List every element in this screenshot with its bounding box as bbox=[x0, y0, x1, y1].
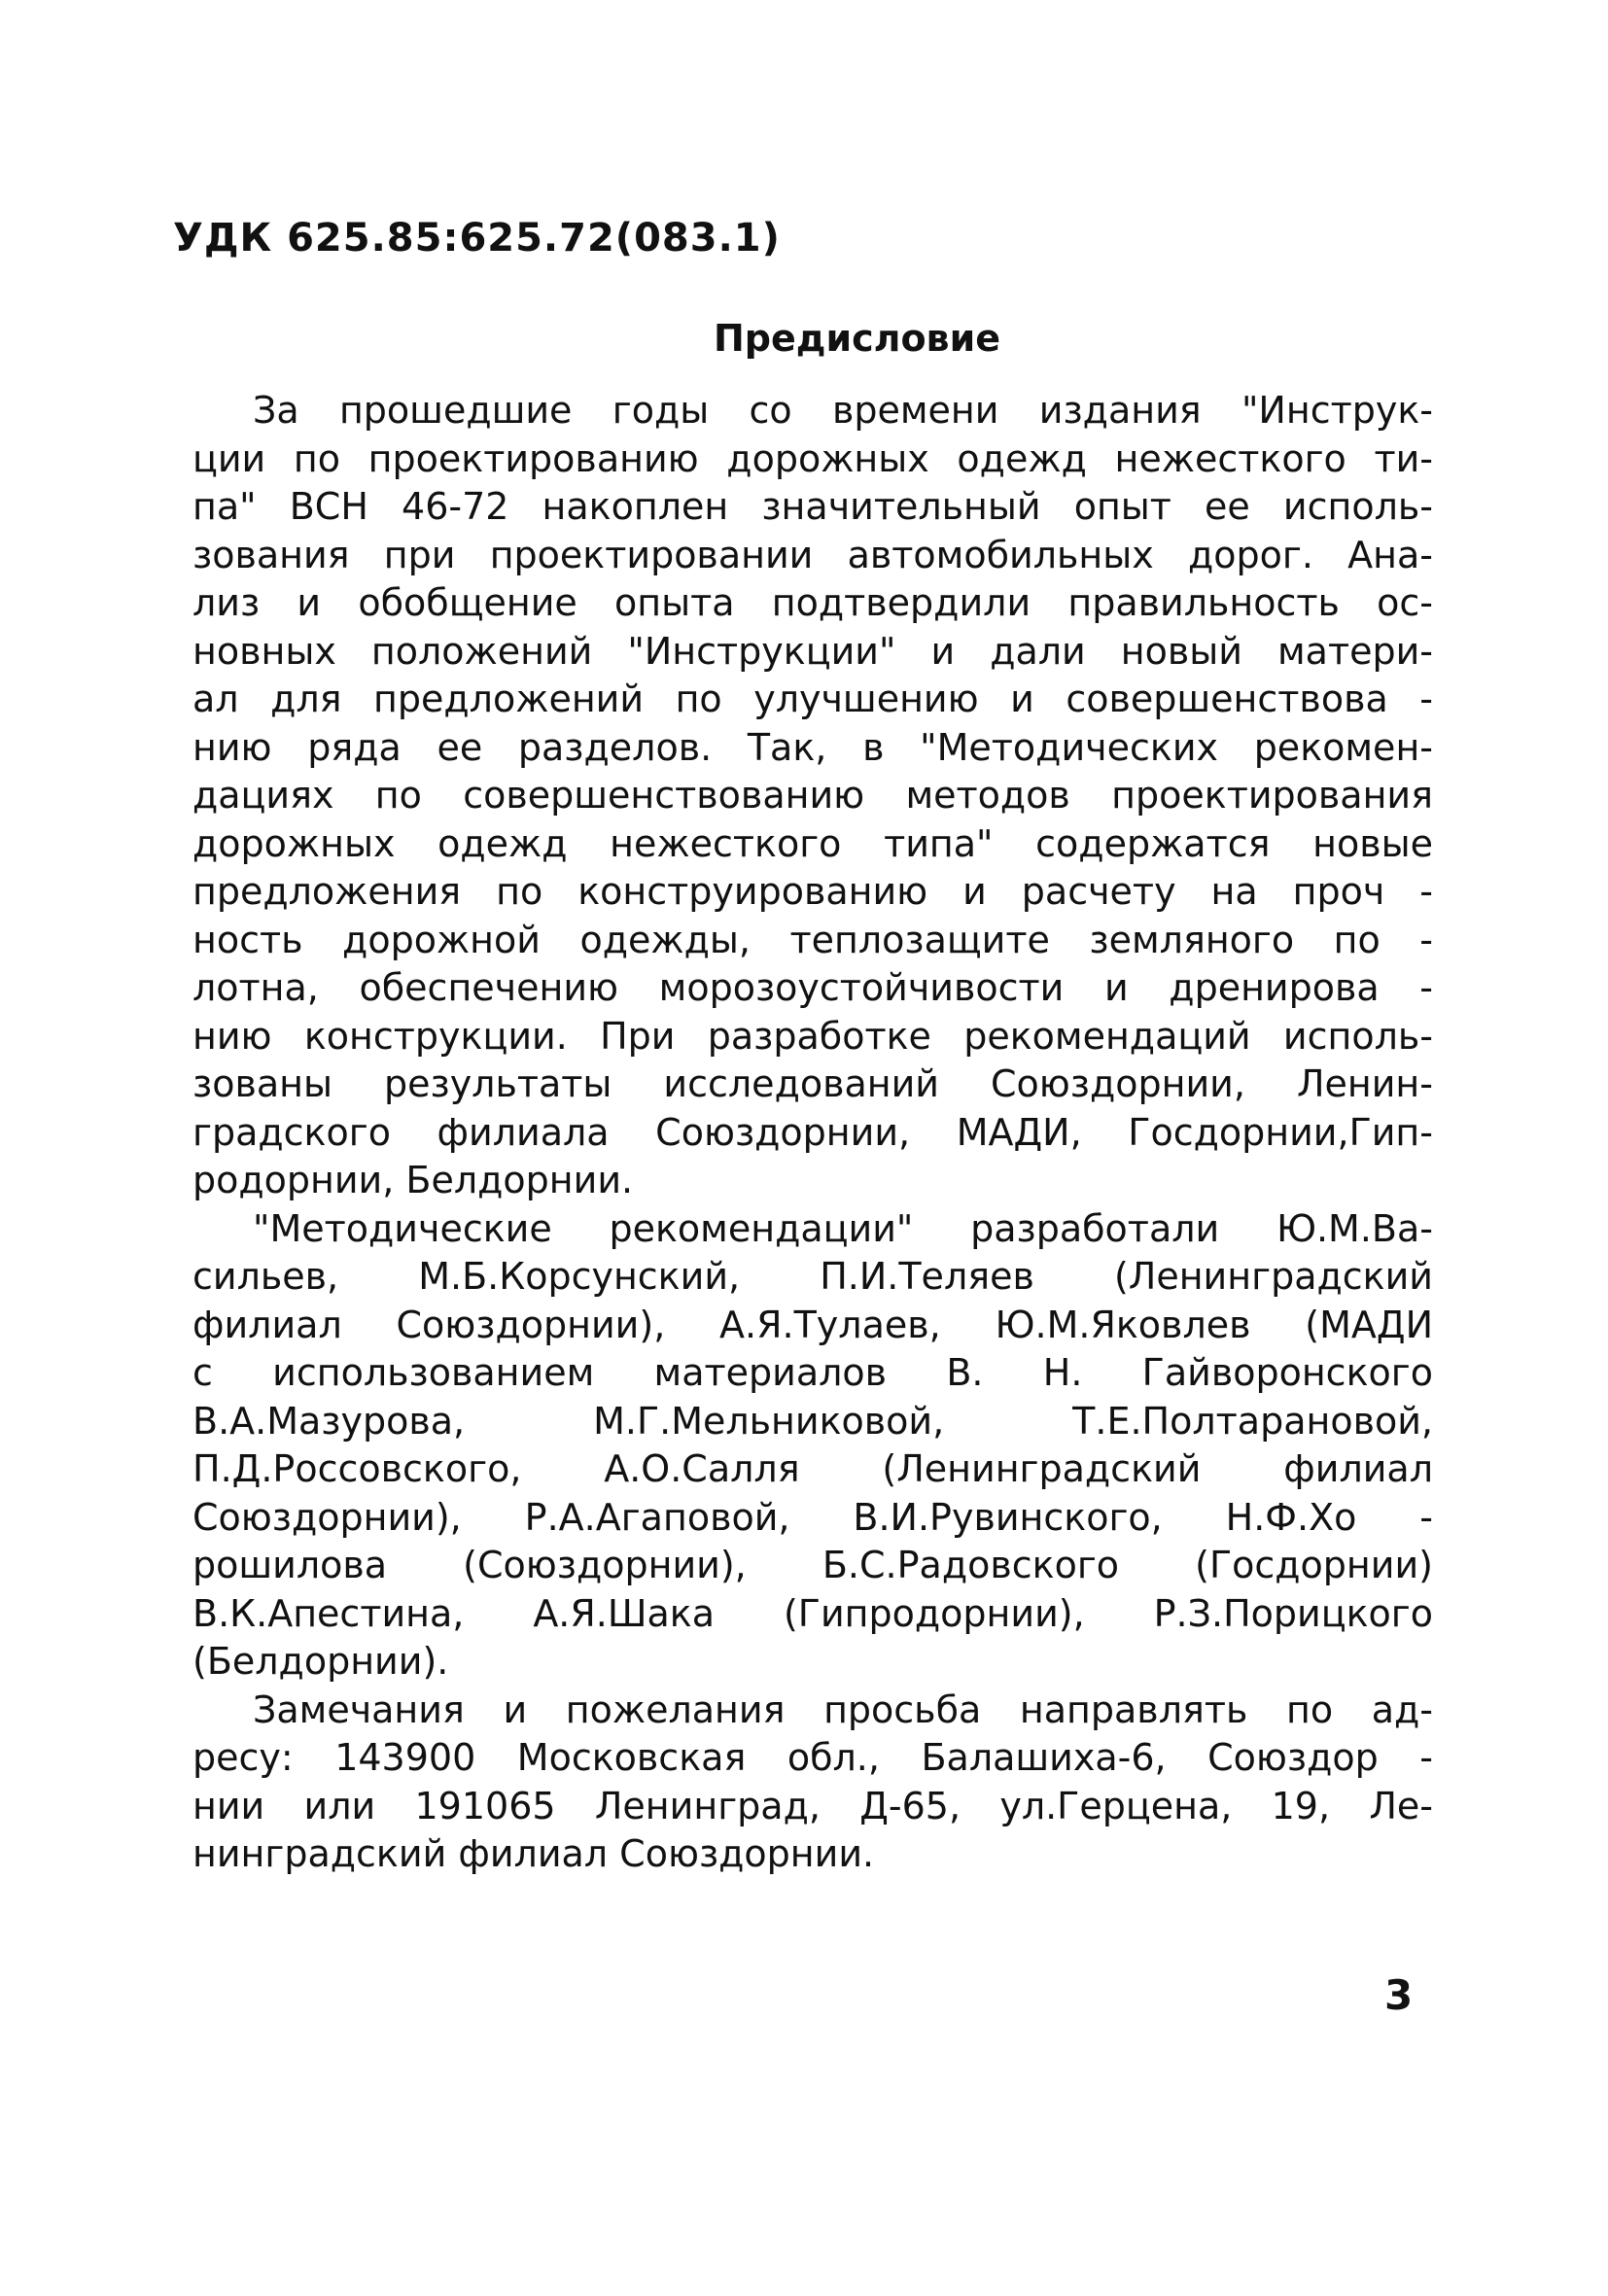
text-line: нию ряда ее разделов. Так, в "Методических рекомен- bbox=[192, 725, 1433, 769]
text-line: В.К.Апестина, А.Я.Шака (Гипродорнии), Р.З.Порицкого bbox=[192, 1591, 1433, 1635]
text-line: нии или 191065 Ленинград, Д-65, ул.Герцена, 19, Ле- bbox=[192, 1784, 1433, 1827]
paragraph-authors bbox=[192, 1205, 1433, 1687]
text-line: (Белдорнии). bbox=[192, 1640, 449, 1683]
page-title: Предисловие bbox=[714, 317, 1001, 360]
text-line: новных положений "Инструкции" и дали новый матери- bbox=[192, 629, 1433, 673]
text-line: лотна, обеспечению морозоустойчивости и дренирова - bbox=[192, 966, 1433, 1009]
udk-code: УДК 625.85:625.72(083.1) bbox=[173, 216, 781, 261]
page-number: 3 bbox=[1384, 1971, 1414, 2019]
body-text bbox=[192, 387, 1433, 1879]
text-line: градского филиала Союздорнии, МАДИ, Госдорнии,Гип- bbox=[192, 1110, 1433, 1154]
paragraph-feedback-address bbox=[192, 1687, 1433, 1879]
text-line: сильев, М.Б.Корсунский, П.И.Теляев (Ленинградский bbox=[192, 1255, 1433, 1298]
text-line: В.А.Мазурова, М.Г.Мельниковой, Т.Е.Полтарановой, bbox=[192, 1399, 1433, 1443]
text-line: дорожных одежд нежесткого типа" содержатся новые bbox=[192, 821, 1433, 865]
text-line: филиал Союздорнии), А.Я.Тулаев, Ю.М.Яковлев (МАДИ bbox=[192, 1303, 1433, 1346]
text-line: Союздорнии), Р.А.Агаповой, В.И.Рувинского, Н.Ф.Хо - bbox=[192, 1495, 1433, 1539]
text-line: предложения по конструированию и расчету на проч - bbox=[192, 870, 1433, 913]
paragraph-foreword-intro bbox=[192, 387, 1433, 1205]
text-line: рошилова (Союздорнии), Б.С.Радовского (Госдорнии) bbox=[192, 1544, 1433, 1586]
text-line: зованы результаты исследований Союздорнии, Ленин- bbox=[192, 1062, 1433, 1105]
text-line: Замечания и пожелания просьба направлять по ад- bbox=[253, 1687, 1433, 1731]
text-line: зования при проектировании автомобильных дорог. Ана- bbox=[192, 533, 1433, 576]
text-line: дациях по совершенствованию методов проектирования bbox=[192, 774, 1433, 817]
text-line: па" ВСН 46-72 накоплен значительный опыт ее исполь- bbox=[192, 485, 1433, 528]
text-line: ресу: 143900 Московская обл., Балашиха-6, Союздор - bbox=[192, 1736, 1433, 1779]
text-line: ность дорожной одежды, теплозащите земляного по - bbox=[192, 918, 1433, 961]
text-line: П.Д.Россовского, А.О.Салля (Ленинградский филиал bbox=[192, 1447, 1433, 1490]
text-line: "Методические рекомендации" разработали Ю.М.Ва- bbox=[253, 1206, 1433, 1250]
text-line: ции по проектированию дорожных одежд нежесткого ти- bbox=[192, 436, 1433, 480]
text-line: нинградский филиал Союздорнии. bbox=[192, 1832, 875, 1875]
text-line: нию конструкции. При разработке рекомендаций исполь- bbox=[192, 1014, 1433, 1058]
text-line: родорнии, Белдорнии. bbox=[192, 1159, 634, 1201]
text-line: с использованием материалов В. Н. Гайворонского bbox=[192, 1351, 1433, 1394]
text-line: лиз и обобщение опыта подтвердили правильность ос- bbox=[192, 581, 1433, 624]
text-line: За прошедшие годы со времени издания "Инструк- bbox=[253, 389, 1433, 432]
text-line: ал для предложений по улучшению и совершенствова - bbox=[192, 678, 1433, 720]
